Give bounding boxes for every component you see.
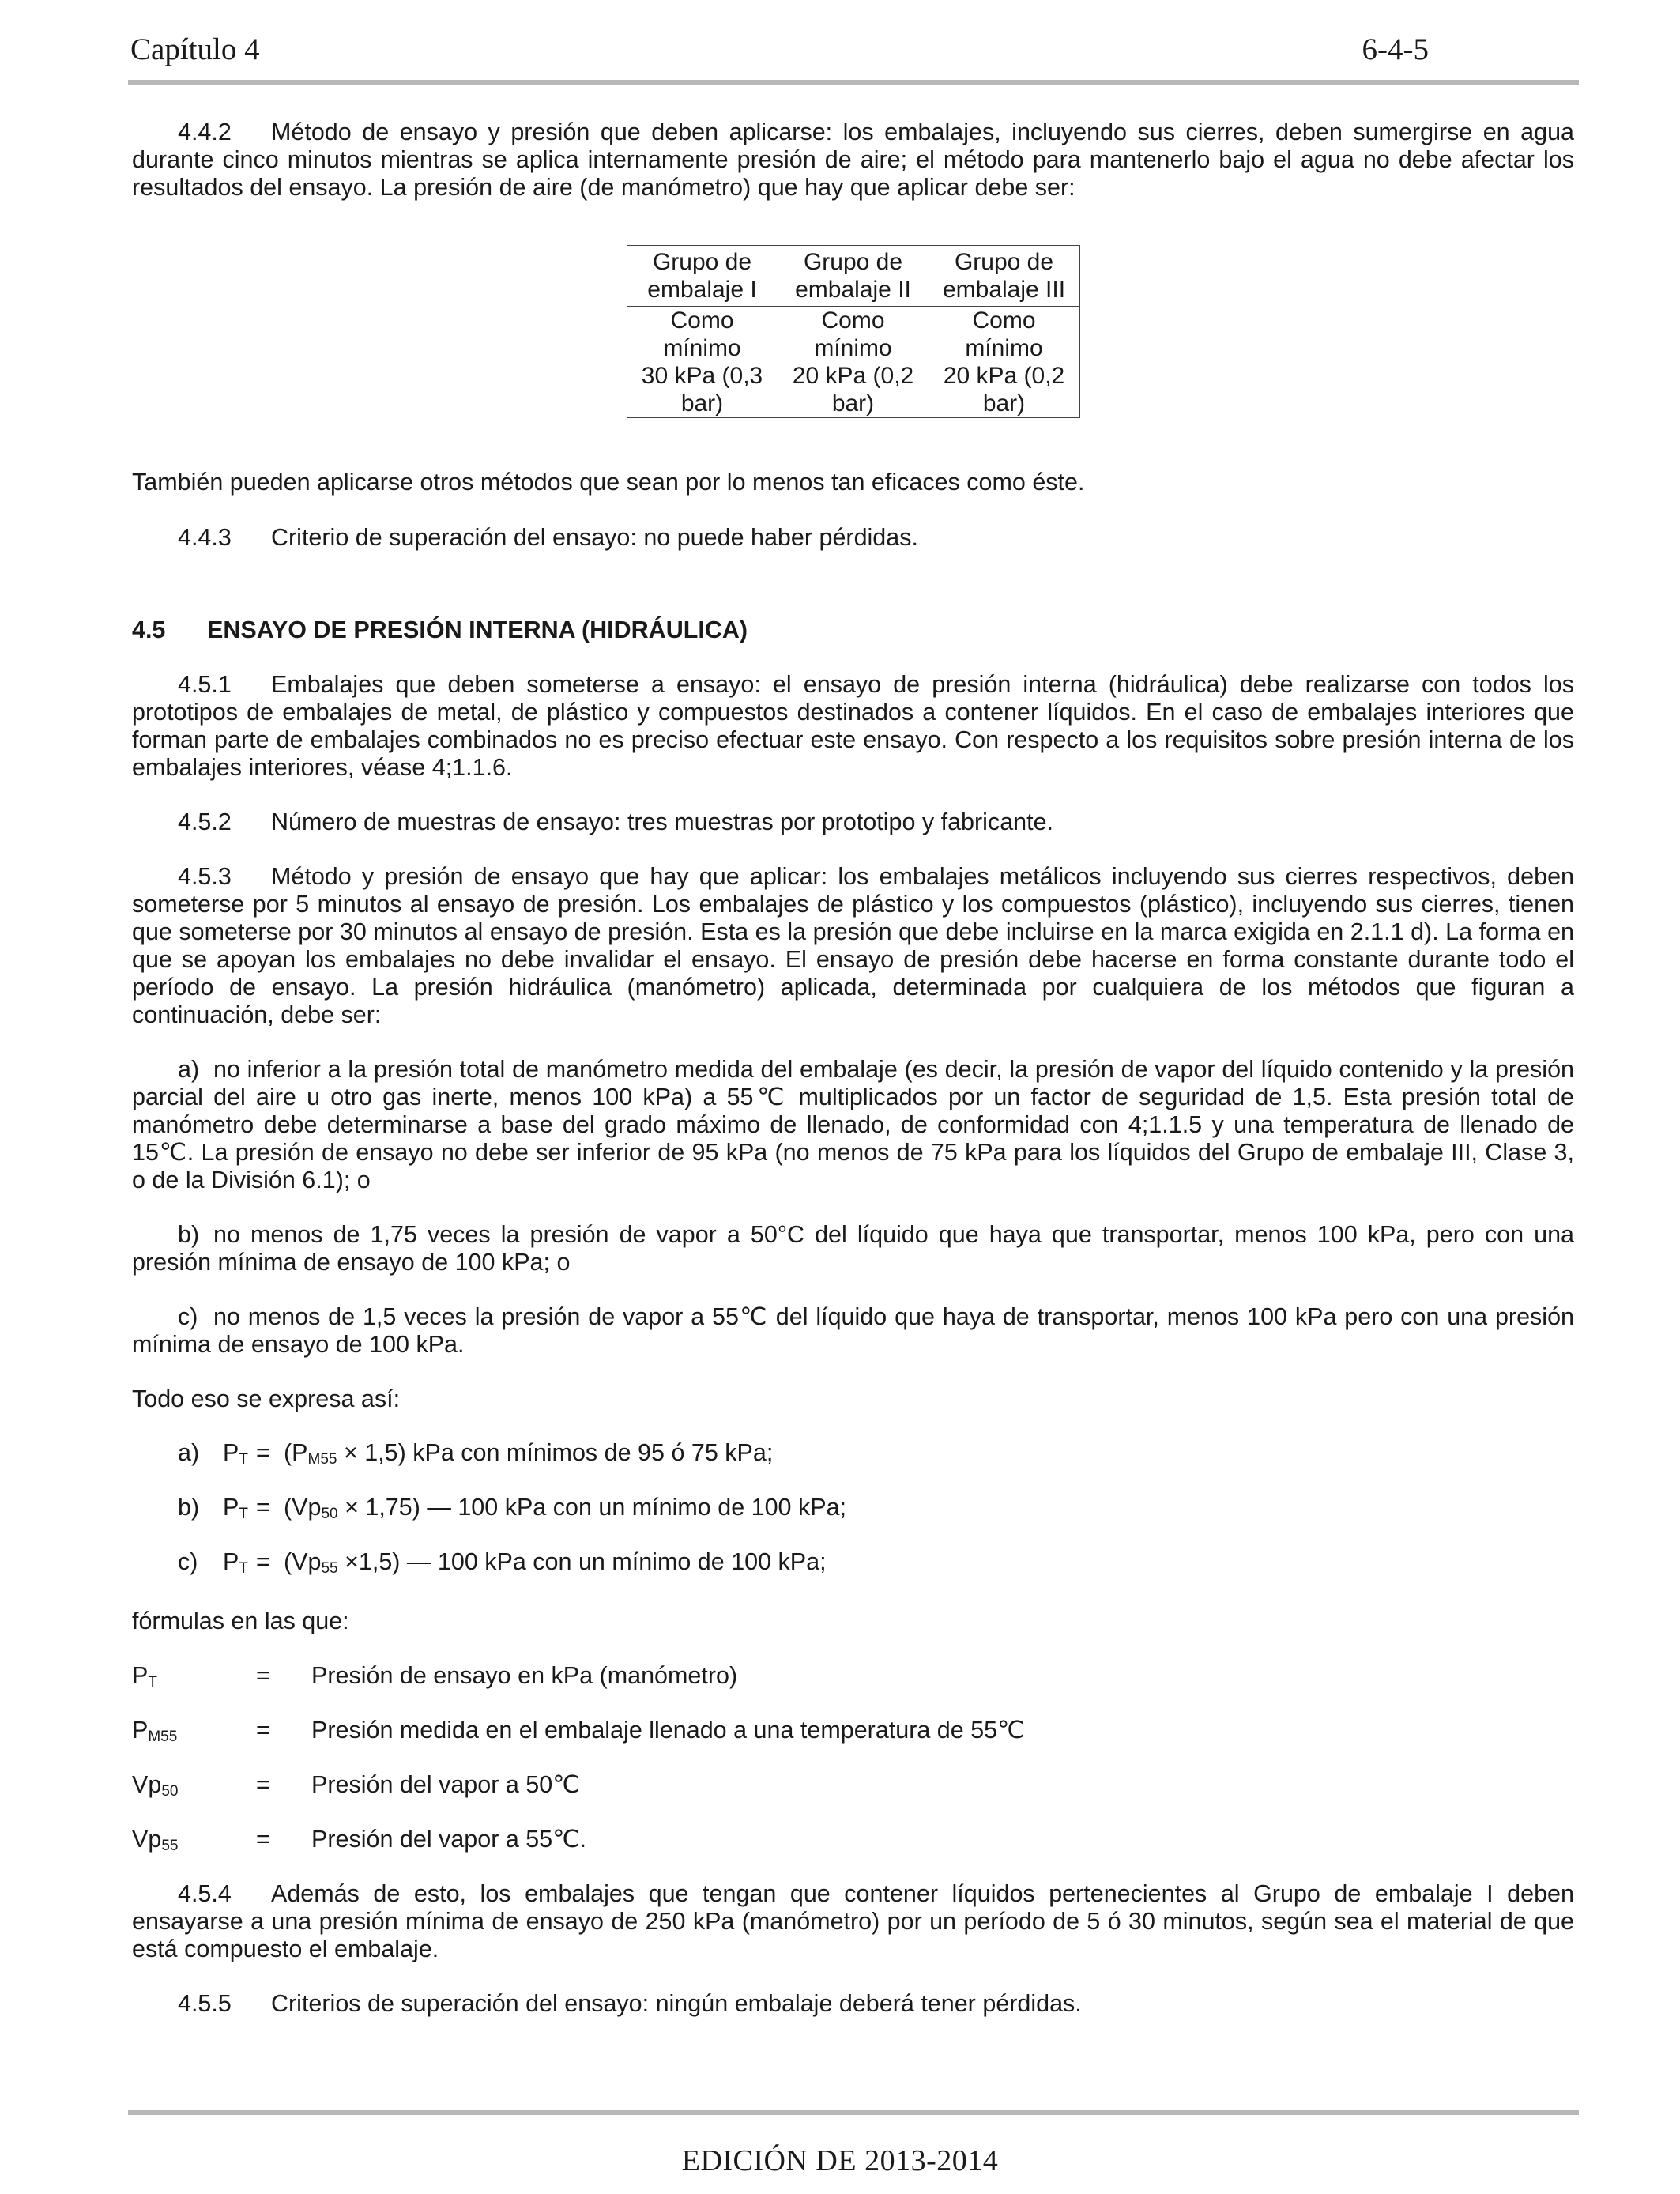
definition-text: Presión medida en el embalaje llenado a una temperatura de 55℃ xyxy=(311,1717,1025,1744)
definition-text: Presión del vapor a 55℃. xyxy=(311,1826,586,1853)
paragraph-text: Criterio de superación del ensayo: no puede haber pérdidas. xyxy=(271,524,918,551)
equals-sign: = xyxy=(256,1548,270,1575)
formula-a xyxy=(132,1439,1574,1467)
formula-symbol: $P_T$ xyxy=(223,1548,248,1577)
paragraph-text: Número de muestras de ensayo: tres muestras por prototipo y fabricante. xyxy=(271,809,1054,835)
formula-symbol: $P_T$ xyxy=(223,1494,248,1522)
formula-expression: $(Vp_{55} \times 1,5)$ — 100 kPa con un mínimo de 100 kPa; xyxy=(284,1548,827,1577)
table-header-cell: Grupo de embalaje II xyxy=(778,246,929,307)
table-cell: Como mínimo 20 kPa (0,2 bar) xyxy=(929,307,1079,418)
definition-symbol: $Vp_{55}$ xyxy=(132,1826,179,1854)
paragraph-4-5-2 xyxy=(132,809,1574,836)
paragraph-also: También pueden aplicarse otros métodos que sean por lo menos tan eficaces como éste. xyxy=(132,469,1085,496)
formula-expression: $(P_{M55} \times 1,5)$ kPa con mínimos de 95 ó 75 kPa; xyxy=(284,1439,774,1468)
equals-sign: = xyxy=(256,1771,270,1798)
edition-footer: EDICIÓN DE 2013-2014 xyxy=(681,2144,999,2177)
page-number: 6-4-5 xyxy=(1362,32,1429,66)
formula-expression: $(Vp_{50} \times 1,75)$ — 100 kPa con un mínimo de 100 kPa; xyxy=(284,1494,847,1522)
paragraph-text: Además de esto, los embalajes que tengan que contener líquidos pertenecientes al Grupo de embalaje I deben ensayarse a una presión mínima de ensayo de 250 kPa (manómetro) por un período de 5 ó 30 minutos, según sea el material de que está compuesto el embalaje. xyxy=(132,1880,1574,1962)
paragraph-4-5-1 xyxy=(132,671,1574,782)
definition-symbol: $P_{M55}$ xyxy=(132,1717,178,1745)
list-letter: b) xyxy=(178,1221,200,1248)
section-number: 4.5.2 xyxy=(178,809,232,835)
equals-sign: = xyxy=(256,1662,270,1689)
paragraph-text: Embalajes que deben someterse a ensayo: el ensayo de presión interna (hidráulica) debe realizarse con todos los prototipos de embalajes de metal, de plástico y compuestos destinados a contener líquidos. En el caso de embalajes interiores que forman parte de embalajes combinados no es preciso efectuar este ensayo. Con respecto a los requisitos sobre presión interna de los embalajes interiores, véase 4;1.1.6. xyxy=(132,671,1574,781)
section-number: 4.4.2 xyxy=(178,119,232,145)
paragraph-4-4-2 xyxy=(132,119,1574,202)
list-item-c xyxy=(132,1303,1574,1359)
pressure-table xyxy=(627,245,1080,418)
page-content xyxy=(132,119,1574,2018)
definition-symbol: $Vp_{50}$ xyxy=(132,1771,179,1800)
formula-c xyxy=(132,1548,1574,1576)
section-number: 4.5.4 xyxy=(178,1880,232,1907)
header-rule xyxy=(128,80,1579,85)
list-text: no inferior a la presión total de manómetro medida del embalaje (es decir, la presión de vapor del líquido contenido y la presión parcial del aire u otro gas inerte, menos 100 kPa) a 55℃ multiplicados por un factor de seguridad de 1,5. Esta presión total de manómetro debe determinarse a base del grado máximo de llenado, de conformidad con 4;1.1.5 y una temperatura de llenado de 15℃. La presión de ensayo no debe ser inferior de 95 kPa (no menos de 75 kPa para los líquidos del Grupo de embalaje III, Clase 3, o de la División 6.1); o xyxy=(132,1056,1574,1193)
list-item-b xyxy=(132,1221,1574,1276)
definition-row xyxy=(132,1717,1574,1744)
definition-row xyxy=(132,1826,1574,1853)
paragraph-todo: Todo eso se expresa así: xyxy=(132,1385,401,1412)
section-number: 4.5.5 xyxy=(178,1990,232,2017)
table-header-cell: Grupo de embalaje III xyxy=(929,246,1079,307)
definition-text: Presión de ensayo en kPa (manómetro) xyxy=(311,1662,738,1689)
chapter-label: Capítulo 4 xyxy=(130,32,260,66)
list-text: no menos de 1,5 veces la presión de vapor a 55℃ del líquido que haya de transportar, menos 100 kPa pero con una presión mínima de ensayo de 100 kPa. xyxy=(132,1303,1574,1358)
formula-letter: c) xyxy=(178,1548,198,1575)
table-header-row xyxy=(627,246,1079,307)
paragraph-text: Criterios de superación del ensayo: ningún embalaje deberá tener pérdidas. xyxy=(271,1990,1082,2017)
equals-sign: = xyxy=(256,1494,270,1521)
definition-row xyxy=(132,1771,1574,1799)
table-row xyxy=(627,307,1079,418)
equals-sign: = xyxy=(256,1439,270,1466)
paragraph-formulas-intro: fórmulas en las que: xyxy=(132,1608,349,1634)
table-cell: Como mínimo 30 kPa (0,3 bar) xyxy=(627,307,778,418)
list-text: no menos de 1,75 veces la presión de vapor a 50°C del líquido que haya que transportar, menos 100 kPa, pero con una presión mínima de ensayo de 100 kPa; o xyxy=(132,1221,1574,1276)
equals-sign: = xyxy=(256,1826,270,1853)
formula-symbol: $P_T$ xyxy=(223,1439,248,1468)
definition-text: Presión del vapor a 50℃ xyxy=(311,1771,580,1798)
paragraph-4-5-4 xyxy=(132,1880,1574,1963)
definition-row xyxy=(132,1662,1574,1690)
section-number: 4.5.1 xyxy=(178,671,232,698)
list-letter: c) xyxy=(178,1303,198,1330)
formula-b xyxy=(132,1494,1574,1521)
list-item-a xyxy=(132,1056,1574,1194)
footer-rule xyxy=(128,2110,1579,2115)
definition-list xyxy=(132,1635,1574,1853)
definition-symbol: $P_T$ xyxy=(132,1662,157,1691)
section-number: 4.5 xyxy=(132,616,166,643)
section-number: 4.4.3 xyxy=(178,524,232,551)
section-heading-4-5 xyxy=(132,616,1574,644)
equals-sign: = xyxy=(256,1717,270,1744)
formula-letter: b) xyxy=(178,1494,200,1521)
table-cell: Como mínimo 20 kPa (0,2 bar) xyxy=(778,307,929,418)
paragraph-4-5-5 xyxy=(132,1990,1574,2018)
formula-letter: a) xyxy=(178,1439,200,1466)
section-title: ENSAYO DE PRESIÓN INTERNA (HIDRÁULICA) xyxy=(207,616,748,643)
list-letter: a) xyxy=(178,1056,200,1083)
section-number: 4.5.3 xyxy=(178,863,232,890)
paragraph-text: Método y presión de ensayo que hay que aplicar: los embalajes metálicos incluyendo sus cierres respectivos, deben someterse por 5 minutos al ensayo de presión. Los embalajes de plástico y los compuestos (plástico), incluyendo sus cierres, tienen que someterse por 30 minutos al ensayo de presión. Esta es la presión que debe incluirse en la marca exigida en 2.1.1 d). La forma en que se apoyan los embalajes no debe invalidar el ensayo. El ensayo de presión debe hacerse en forma constante durante todo el período de ensayo. La presión hidráulica (manómetro) aplicada, determinada por cualquiera de los métodos que figuran a continuación, debe ser: xyxy=(132,863,1574,1028)
table-header-cell: Grupo de embalaje I xyxy=(627,246,778,307)
paragraph-4-4-3 xyxy=(132,524,1574,552)
paragraph-text: Método de ensayo y presión que deben aplicarse: los embalajes, incluyendo sus cierres, deben sumergirse en agua durante cinco minutos mientras se aplica internamente presión de aire; el método para mantenerlo bajo el agua no debe afectar los resultados del ensayo. La presión de aire (de manómetro) que hay que aplicar debe ser: xyxy=(132,119,1574,201)
paragraph-4-5-3 xyxy=(132,863,1574,1029)
